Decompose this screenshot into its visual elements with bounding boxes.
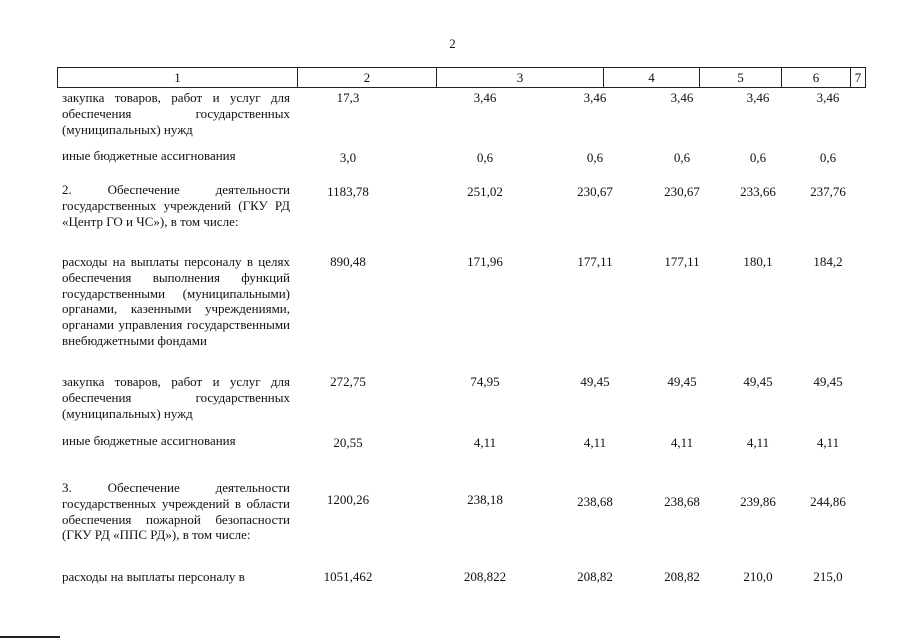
footnote-rule <box>0 636 60 638</box>
cell-col-2: 1183,78 <box>327 184 369 199</box>
cell-col-4: 0,6 <box>586 150 604 165</box>
cell-col-2: 17,3 <box>336 90 360 105</box>
cell-col-3: 208,822 <box>463 569 507 584</box>
row-label: иные бюджетные ассигнования <box>62 433 236 448</box>
cell-col-6: 0,6 <box>749 150 767 165</box>
cell-col-5: 177,11 <box>664 254 700 269</box>
cell-col-7: 49,45 <box>813 374 843 389</box>
cell-col-3: 3,46 <box>473 90 497 105</box>
cell-col-7: 244,86 <box>810 494 846 509</box>
cell-col-6: 4,11 <box>746 435 770 450</box>
header-col-7: 7 <box>854 70 862 85</box>
cell-col-2: 1051,462 <box>323 569 373 584</box>
cell-col-5: 238,68 <box>664 494 700 509</box>
cell-col-2: 20,55 <box>333 435 363 450</box>
cell-col-3: 4,11 <box>473 435 497 450</box>
cell-col-4: 3,46 <box>583 90 607 105</box>
cell-col-2: 890,48 <box>330 254 366 269</box>
row-label: закупка товаров, работ и услуг для обеспечения государственных (муниципальных) нужд <box>62 374 290 421</box>
header-col-4: 4 <box>604 68 700 87</box>
cell-col-6: 210,0 <box>743 569 773 584</box>
cell-col-7: 3,46 <box>816 90 840 105</box>
row-label: 2. Обеспечение деятельности государственных учреждений (ГКУ РД «Центр ГО и ЧС»), в том числе: <box>62 182 290 229</box>
cell-col-7: 0,6 <box>819 150 837 165</box>
cell-col-2: 272,75 <box>330 374 366 389</box>
header-col-5: 5 <box>700 68 782 87</box>
row-label: иные бюджетные ассигнования <box>62 148 236 163</box>
cell-col-5: 0,6 <box>673 150 691 165</box>
cell-col-7: 215,0 <box>813 569 843 584</box>
cell-col-6: 233,66 <box>740 184 776 199</box>
cell-col-7: 184,2 <box>813 254 843 269</box>
cell-col-3: 238,18 <box>467 492 503 507</box>
header-col-1: 1 <box>58 68 298 87</box>
cell-col-4: 49,45 <box>580 374 610 389</box>
cell-col-6: 3,46 <box>746 90 770 105</box>
cell-col-5: 3,46 <box>670 90 694 105</box>
row-label: расходы на выплаты персоналу в целях обеспечения выполнения функций государственными (муниципальными) органами, казенными учреждениями, органами управления государственными внебюджетными фондами <box>62 254 290 348</box>
cell-col-5: 208,82 <box>664 569 700 584</box>
cell-col-3: 74,95 <box>470 374 500 389</box>
cell-col-4: 4,11 <box>583 435 607 450</box>
cell-col-7: 237,76 <box>810 184 846 199</box>
cell-col-5: 49,45 <box>667 374 697 389</box>
cell-col-6: 239,86 <box>740 494 776 509</box>
row-label: 3. Обеспечение деятельности государственных учреждений в области обеспечения пожарной безопасности (ГКУ РД «ППС РД»), в том числе: <box>62 480 290 543</box>
cell-col-6: 49,45 <box>743 374 773 389</box>
cell-col-2: 1200,26 <box>326 492 370 507</box>
cell-col-7: 4,11 <box>816 435 840 450</box>
table-header <box>57 67 866 88</box>
cell-col-4: 177,11 <box>577 254 613 269</box>
cell-col-3: 0,6 <box>476 150 494 165</box>
cell-col-3: 171,96 <box>467 254 503 269</box>
header-col-2: 2 <box>298 68 437 87</box>
cell-col-5: 230,67 <box>664 184 700 199</box>
header-col-3: 3 <box>437 68 604 87</box>
cell-col-4: 230,67 <box>577 184 613 199</box>
cell-col-2: 3,0 <box>339 150 357 165</box>
row-label: закупка товаров, работ и услуг для обеспечения государственных (муниципальных) нужд <box>62 90 290 137</box>
cell-col-6: 180,1 <box>743 254 773 269</box>
header-col-6: 6 <box>782 68 851 87</box>
cell-col-4: 208,82 <box>577 569 613 584</box>
cell-col-3: 251,02 <box>467 184 503 199</box>
row-label: расходы на выплаты персоналу в <box>62 569 245 584</box>
cell-col-5: 4,11 <box>670 435 694 450</box>
page-number: 2 <box>449 36 456 51</box>
cell-col-4: 238,68 <box>577 494 613 509</box>
